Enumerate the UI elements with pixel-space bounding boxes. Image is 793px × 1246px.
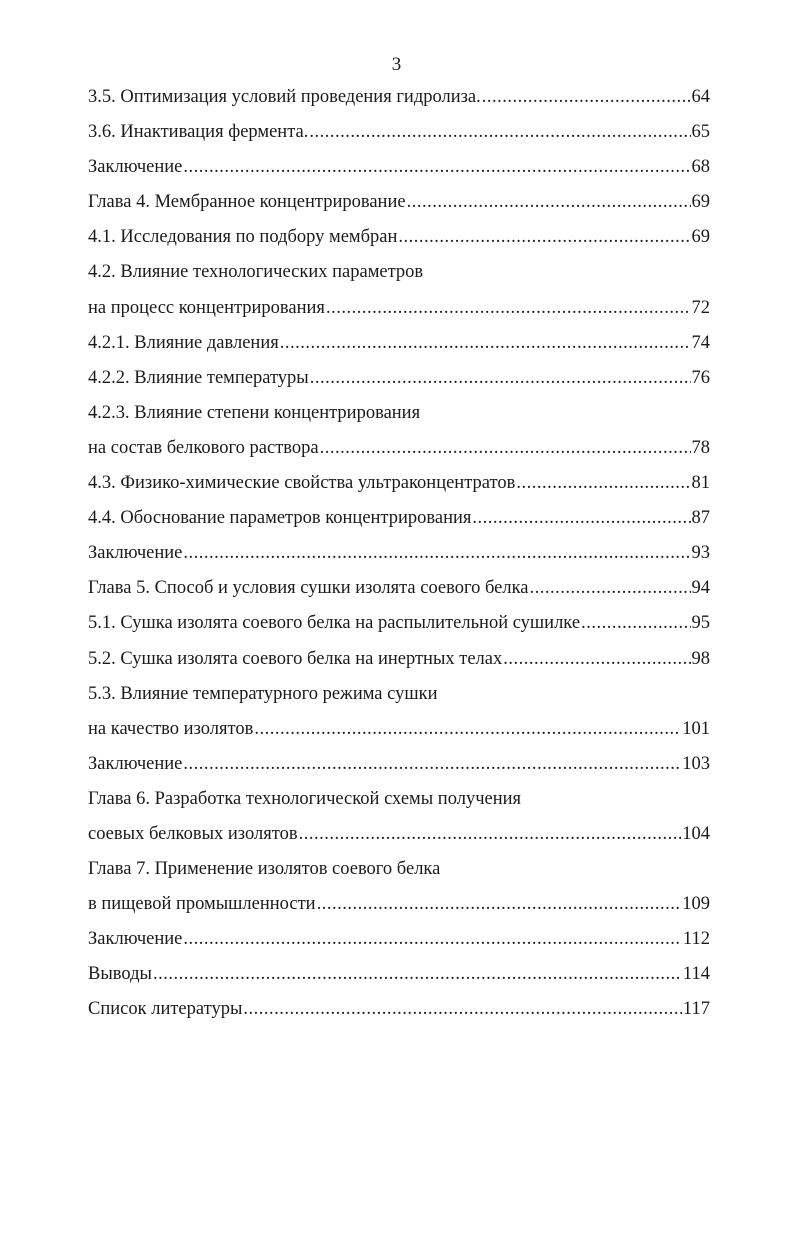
- toc-entry: [88, 326, 710, 361]
- toc-entry-page: 81: [691, 473, 710, 494]
- toc-entry-title: Глава 4. Мембранное концентрирование: [88, 192, 406, 213]
- toc-dot-leader: [299, 817, 682, 852]
- toc-entry: [88, 642, 710, 677]
- table-of-contents: [88, 80, 710, 1028]
- toc-entry: [88, 571, 710, 606]
- toc-entry: [88, 220, 710, 255]
- toc-entry-page: 114: [682, 964, 710, 985]
- toc-entry: [88, 150, 710, 185]
- toc-dot-leader: [183, 150, 690, 185]
- toc-entry-title: 4.3. Физико-химические свойства ультраконцентратов: [88, 473, 516, 494]
- toc-entry-title: Заключение: [88, 753, 183, 774]
- toc-entry-title: Глава 6. Разработка технологической схемы получения: [88, 788, 522, 809]
- toc-entry: [88, 677, 710, 712]
- toc-entry-title: 5.1. Сушка изолята соевого белка на распылительной сушилке: [88, 613, 581, 634]
- toc-dot-leader: [472, 501, 690, 536]
- toc-entry-title: Заключение: [88, 543, 183, 564]
- toc-entry-title: Глава 5. Способ и условия сушки изолята соевого белка: [88, 578, 529, 599]
- toc-dot-leader: [183, 922, 682, 957]
- toc-entry-page: 93: [691, 543, 710, 564]
- toc-entry-title: Глава 7. Применение изолятов соевого белка: [88, 859, 441, 880]
- toc-entry-page: 69: [691, 192, 710, 213]
- toc-entry: [88, 536, 710, 571]
- toc-dot-leader: [280, 326, 691, 361]
- toc-dot-leader: [183, 536, 690, 571]
- toc-entry: [88, 466, 710, 501]
- toc-entry-page: 78: [691, 437, 710, 458]
- toc-entry: [88, 712, 710, 747]
- toc-entry-page: 98: [691, 648, 710, 669]
- toc-dot-leader: [309, 115, 690, 150]
- toc-entry-title: на состав белкового раствора: [88, 437, 319, 458]
- toc-entry-title: 4.2. Влияние технологических параметров: [88, 262, 424, 283]
- toc-entry: [88, 431, 710, 466]
- toc-entry-title: 5.3. Влияние температурного режима сушки: [88, 683, 438, 704]
- toc-entry-title: Выводы: [88, 964, 152, 985]
- toc-dot-leader: [320, 431, 691, 466]
- toc-entry-title: Заключение: [88, 929, 183, 950]
- toc-entry: [88, 747, 710, 782]
- toc-dot-leader: [183, 747, 681, 782]
- toc-entry-title: 4.2.1. Влияние давления: [88, 332, 279, 353]
- toc-entry-page: 112: [682, 929, 710, 950]
- toc-entry-title: 3.6. Инактивация фермента.: [88, 122, 309, 143]
- toc-entry: [88, 501, 710, 536]
- toc-entry: [88, 992, 710, 1027]
- toc-entry-page: 103: [682, 753, 710, 774]
- toc-dot-leader: [482, 80, 691, 115]
- toc-dot-leader: [398, 220, 690, 255]
- toc-entry-title: 3.5. Оптимизация условий проведения гидролиза.: [88, 87, 481, 107]
- toc-entry: [88, 396, 710, 431]
- toc-dot-leader: [581, 606, 690, 641]
- toc-entry: [88, 255, 710, 290]
- toc-entry: [88, 922, 710, 957]
- page-number: 3: [391, 54, 402, 75]
- toc-dot-leader: [503, 642, 690, 677]
- toc-entry-title: в пищевой промышленности: [88, 894, 316, 915]
- toc-dot-leader: [243, 992, 682, 1027]
- toc-entry-page: 76: [691, 367, 710, 388]
- toc-entry: [88, 361, 710, 396]
- toc-dot-leader: [516, 466, 690, 501]
- toc-entry-title: 5.2. Сушка изолята соевого белка на инертных телах: [88, 648, 503, 669]
- toc-entry-title: Заключение: [88, 157, 183, 178]
- toc-entry-title: на качество изолятов: [88, 718, 254, 739]
- toc-entry: [88, 80, 710, 115]
- toc-entry-title: 4.2.3. Влияние степени концентрирования: [88, 402, 421, 423]
- toc-entry-title: на процесс концентрирования: [88, 297, 325, 318]
- toc-entry-page: 64: [691, 87, 710, 107]
- toc-entry: [88, 185, 710, 220]
- toc-entry-title: Список литературы: [88, 999, 243, 1020]
- toc-dot-leader: [317, 887, 682, 922]
- toc-entry-page: 69: [691, 227, 710, 248]
- toc-entry-title: 4.4. Обоснование параметров концентрирования: [88, 508, 472, 529]
- toc-entry: [88, 887, 710, 922]
- toc-dot-leader: [310, 361, 691, 396]
- toc-entry: [88, 817, 710, 852]
- toc-entry-page: 117: [682, 999, 710, 1020]
- toc-dot-leader: [326, 291, 691, 326]
- toc-entry-page: 65: [691, 122, 710, 143]
- toc-entry-title: соевых белковых изолятов: [88, 823, 298, 844]
- toc-entry-page: 104: [682, 823, 710, 844]
- toc-entry-page: 87: [691, 508, 710, 529]
- toc-entry-title: 4.2.2. Влияние температуры: [88, 367, 309, 388]
- toc-entry-page: 95: [691, 613, 710, 634]
- toc-entry-title: 4.1. Исследования по подбору мембран: [88, 227, 398, 248]
- toc-entry-page: 72: [691, 297, 710, 318]
- toc-entry: [88, 115, 710, 150]
- toc-entry-page: 101: [682, 718, 710, 739]
- toc-dot-leader: [153, 957, 682, 992]
- toc-entry: [88, 852, 710, 887]
- toc-entry-page: 94: [691, 578, 710, 599]
- toc-entry: [88, 782, 710, 817]
- toc-dot-leader: [407, 185, 691, 220]
- toc-entry-page: 74: [691, 332, 710, 353]
- toc-entry: [88, 291, 710, 326]
- toc-entry: [88, 606, 710, 641]
- toc-dot-leader: [254, 712, 681, 747]
- toc-entry-page: 68: [691, 157, 710, 178]
- toc-dot-leader: [530, 571, 691, 606]
- toc-entry: [88, 957, 710, 992]
- toc-entry-page: 109: [682, 894, 710, 915]
